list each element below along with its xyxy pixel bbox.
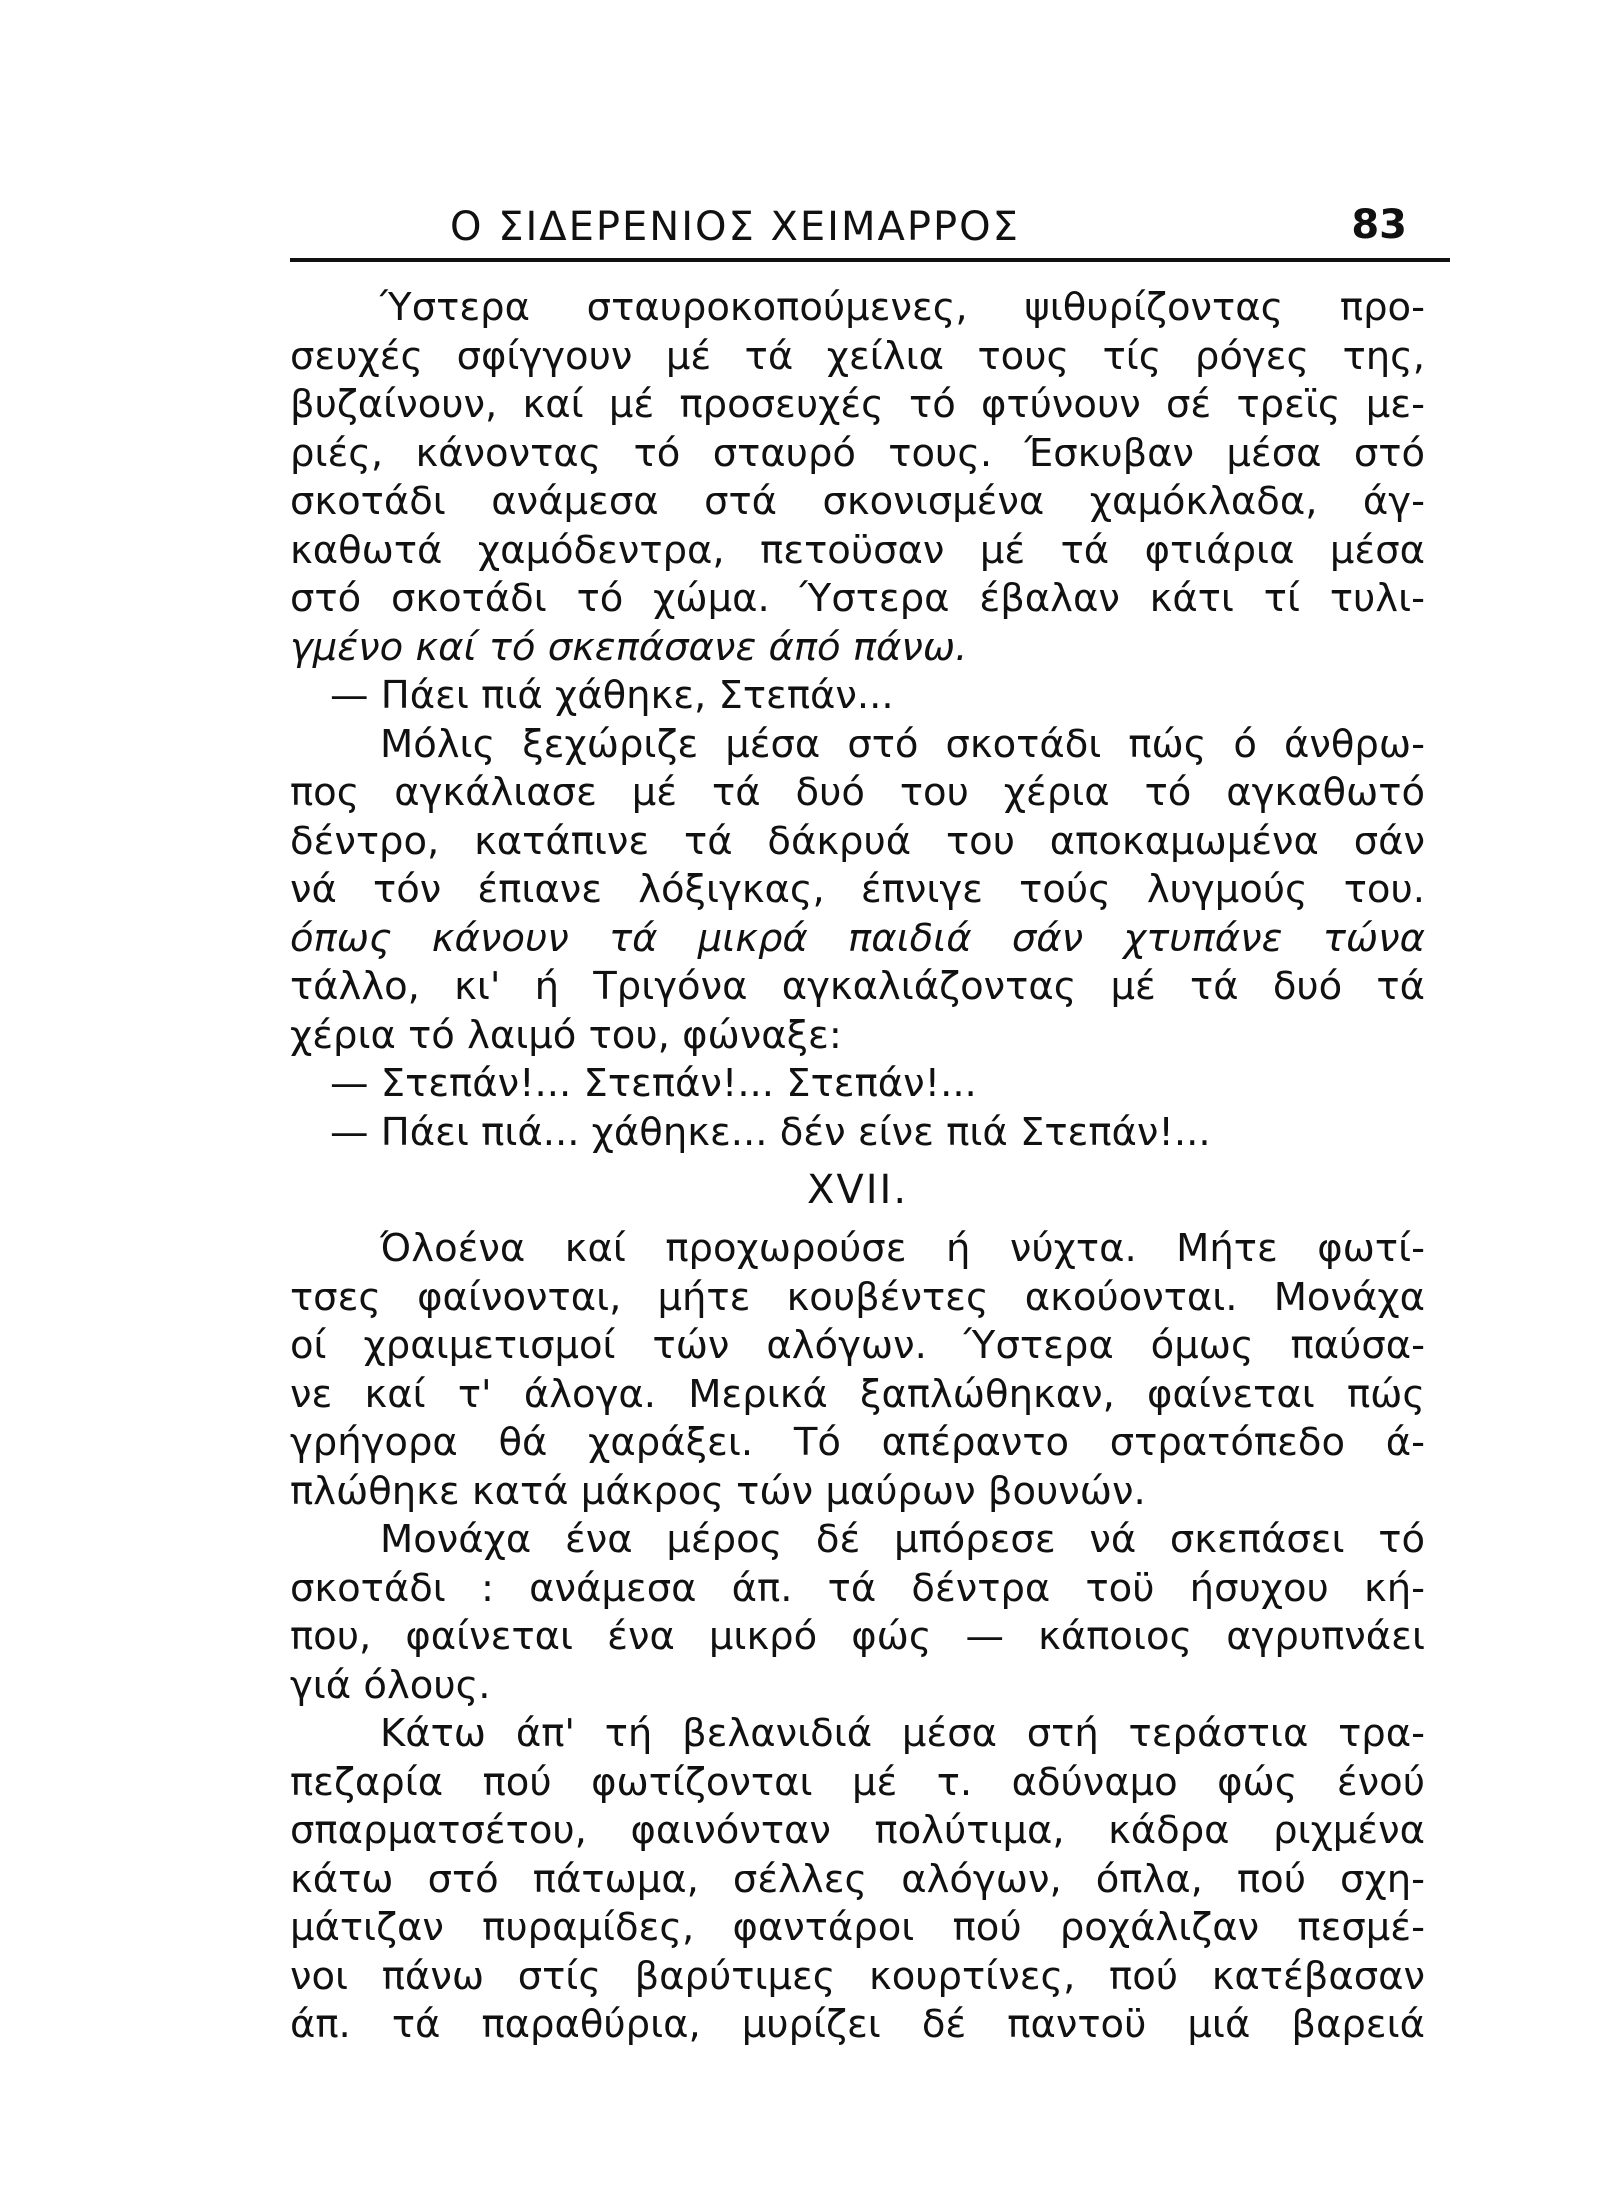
text-line: Μονάχα ένα μέρος δέ μπόρεσε νά σκεπάσει τό bbox=[380, 1517, 1425, 1562]
text-line: νά τόν έπιανε λόξιγκας, έπνιγε τούς λυγμούς του. bbox=[290, 867, 1425, 912]
text-line: νοι πάνω στίς βαρύτιμες κουρτίνες, πού κατέβασαν bbox=[290, 1953, 1425, 1999]
text-line: Κάτω άπ' τή βελανιδιά μέσα στή τεράστια τρα- bbox=[380, 1711, 1425, 1756]
text-line: χέρια τό λαιμό του, φώναξε: bbox=[290, 1012, 842, 1058]
running-head bbox=[290, 200, 1425, 258]
chapter-heading: XVII. bbox=[806, 1167, 909, 1213]
text-line: σκοτάδι ανάμεσα στά σκονισμένα χαμόκλαδα, άγ- bbox=[290, 479, 1425, 524]
text-line: άπ. τά παραθύρια, μυρίζει δέ παντοϋ μιά βαρειά bbox=[290, 2002, 1425, 2047]
text-line: τσες φαίνονται, μήτε κουβέντες ακούονται. Μονάχα bbox=[290, 1274, 1425, 1320]
text-line: Μόλις ξεχώριζε μέσα στό σκοτάδι πώς ό άνθρω- bbox=[380, 721, 1425, 767]
body-text bbox=[290, 284, 1425, 2050]
text-line: πος αγκάλιασε μέ τά δυό του χέρια τό αγκαθωτό bbox=[290, 770, 1425, 815]
text-line: σευχές σφίγγουν μέ τά χείλια τους τίς ρόγες της, bbox=[290, 333, 1425, 379]
text-line: καθωτά χαμόδεντρα, πετοϋσαν μέ τά φτιάρια μέσα bbox=[290, 527, 1425, 573]
text-line: στό σκοτάδι τό χώμα. Ύστερα έβαλαν κάτι τί τυλι- bbox=[290, 576, 1425, 621]
text-line: όπως κάνουν τά μικρά παιδιά σάν χτυπάνε τώνα bbox=[290, 915, 1425, 961]
text-line: Όλοένα καί προχωρούσε ή νύχτα. Μήτε φωτί- bbox=[380, 1226, 1425, 1271]
text-line: οί χραιμετισμοί τών αλόγων. Ύστερα όμως παύσα- bbox=[290, 1323, 1425, 1368]
text-line: δέντρο, κατάπινε τά δάκρυά του αποκαμωμένα σάν bbox=[290, 818, 1425, 864]
text-line: Ύστερα σταυροκοπούμενες, ψιθυρίζοντας προ- bbox=[380, 285, 1425, 330]
text-line: πεζαρία πού φωτίζονται μέ τ. αδύναμο φώς ένού bbox=[290, 1759, 1425, 1805]
text-line: γρήγορα θά χαράξει. Τό απέραντο στρατόπεδο ά- bbox=[290, 1420, 1425, 1465]
text-line: μάτιζαν πυραμίδες, φαντάροι πού ροχάλιζαν πεσμέ- bbox=[290, 1905, 1425, 1950]
text-line: γμένο καί τό σκεπάσανε άπό πάνω. bbox=[290, 624, 968, 670]
dialog-line: — Στεπάν!... Στεπάν!... Στεπάν!... bbox=[330, 1061, 977, 1106]
text-line: γιά όλους. bbox=[290, 1662, 491, 1708]
running-title: Ο ΣΙΔΕΡΕΝΙΟΣ ΧΕΙΜΑΡΡΟΣ bbox=[450, 204, 1020, 250]
book-page bbox=[290, 200, 1425, 2050]
page-number: 83 bbox=[1351, 202, 1407, 248]
dialog-line: — Πάει πιά χάθηκε, Στεπάν... bbox=[330, 673, 894, 718]
text-line: που, φαίνεται ένα μικρό φώς — κάποιος αγρυπνάει bbox=[290, 1614, 1425, 1659]
text-line: ριές, κάνοντας τό σταυρό τους. Έσκυβαν μέσα στό bbox=[290, 430, 1425, 476]
header-rule bbox=[290, 258, 1450, 262]
dialog-line: — Πάει πιά... χάθηκε... δέν είνε πιά Στεπάν!... bbox=[330, 1109, 1211, 1155]
text-line: τάλλο, κι' ή Τριγόνα αγκαλιάζοντας μέ τά δυό τά bbox=[290, 964, 1425, 1009]
text-line: κάτω στό πάτωμα, σέλλες αλόγων, όπλα, πού σχη- bbox=[290, 1856, 1425, 1902]
text-line: βυζαίνουν, καί μέ προσευχές τό φτύνουν σέ τρεϊς με- bbox=[290, 382, 1425, 427]
text-line: σπαρματσέτου, φαινόνταν πολύτιμα, κάδρα ριχμένα bbox=[290, 1808, 1425, 1853]
text-line: πλώθηκε κατά μάκρος τών μαύρων βουνών. bbox=[290, 1468, 1146, 1514]
text-line: σκοτάδι : ανάμεσα άπ. τά δέντρα τοϋ ήσυχου κή- bbox=[290, 1565, 1425, 1611]
text-line: νε καί τ' άλογα. Μερικά ξαπλώθηκαν, φαίνεται πώς bbox=[290, 1371, 1425, 1417]
